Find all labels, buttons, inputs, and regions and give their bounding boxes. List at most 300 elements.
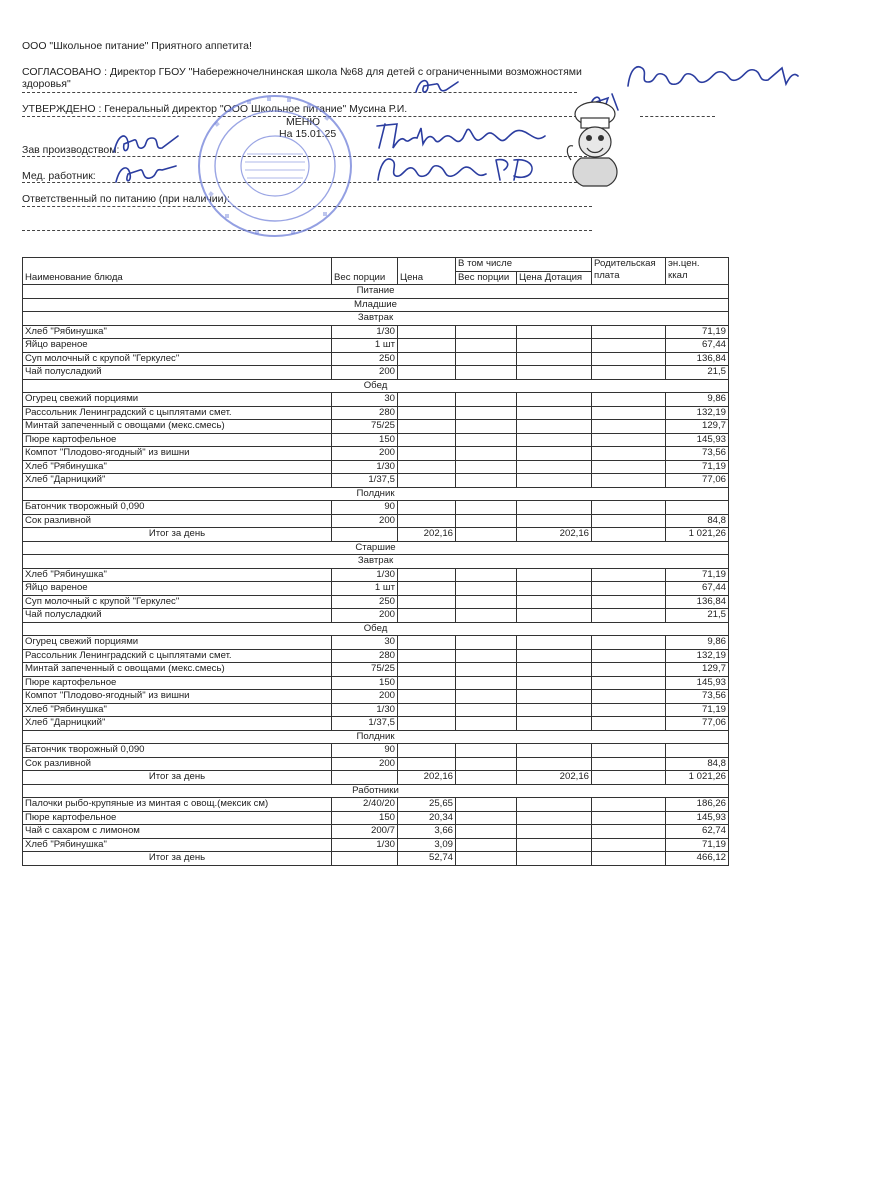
incl-dotation [517, 339, 592, 353]
dish-kcal: 67,44 [666, 339, 729, 353]
dish-kcal: 145,93 [666, 433, 729, 447]
incl-weight [456, 636, 517, 650]
incl-weight [456, 609, 517, 623]
dish-price [398, 460, 456, 474]
total-label: Итог за день [23, 852, 332, 866]
dish-kcal: 9,86 [666, 636, 729, 650]
parent-pay [592, 568, 666, 582]
section-title: Обед [23, 622, 729, 636]
incl-dotation [517, 366, 592, 380]
dish-price: 20,34 [398, 811, 456, 825]
table-row [23, 447, 729, 461]
table-row [23, 811, 729, 825]
dish-weight: 90 [332, 744, 398, 758]
dish-weight: 1/30 [332, 460, 398, 474]
table-row [23, 501, 729, 515]
dish-kcal: 186,26 [666, 798, 729, 812]
incl-dotation [517, 501, 592, 515]
dish-kcal: 77,06 [666, 474, 729, 488]
dish-weight: 1/30 [332, 703, 398, 717]
dish-name: Минтай запеченный с овощами (мекс.смесь) [23, 663, 332, 677]
total-incl-weight [456, 528, 517, 542]
dish-name: Яйцо вареное [23, 582, 332, 596]
dish-kcal: 71,19 [666, 325, 729, 339]
dish-weight: 280 [332, 406, 398, 420]
incl-dotation [517, 811, 592, 825]
table-row [23, 690, 729, 704]
dish-weight: 75/25 [332, 420, 398, 434]
dish-weight: 90 [332, 501, 398, 515]
dish-kcal: 71,19 [666, 460, 729, 474]
incl-weight [456, 582, 517, 596]
incl-weight [456, 663, 517, 677]
dish-kcal [666, 744, 729, 758]
table-row [23, 838, 729, 852]
incl-weight [456, 595, 517, 609]
incl-weight [456, 744, 517, 758]
parent-pay [592, 609, 666, 623]
table-row [23, 609, 729, 623]
incl-dotation [517, 460, 592, 474]
section-title: Обед [23, 379, 729, 393]
total-label: Итог за день [23, 528, 332, 542]
incl-weight [456, 352, 517, 366]
section-title: Питание [23, 285, 729, 299]
dish-weight: 200/7 [332, 825, 398, 839]
dish-price [398, 595, 456, 609]
dish-name: Сок разливной [23, 757, 332, 771]
dish-price [398, 393, 456, 407]
incl-dotation [517, 757, 592, 771]
parent-pay [592, 433, 666, 447]
section-title: Младшие [23, 298, 729, 312]
table-row [23, 582, 729, 596]
col-weight-header: Вес порции [332, 258, 398, 285]
dish-price [398, 649, 456, 663]
total-dotation: 202,16 [517, 528, 592, 542]
parent-pay [592, 447, 666, 461]
col-energy-header: эн.цен. ккал [666, 258, 729, 285]
incl-weight [456, 514, 517, 528]
incl-weight [456, 757, 517, 771]
total-kcal: 1 021,26 [666, 528, 729, 542]
dish-kcal: 129,7 [666, 420, 729, 434]
dish-kcal: 145,93 [666, 811, 729, 825]
total-price: 202,16 [398, 528, 456, 542]
dish-kcal: 132,19 [666, 406, 729, 420]
incl-dotation [517, 744, 592, 758]
dish-price [398, 582, 456, 596]
col-price-header: Цена [398, 258, 456, 285]
dish-name: Батончик творожный 0,090 [23, 744, 332, 758]
dish-price [398, 717, 456, 731]
parent-pay [592, 406, 666, 420]
table-row [23, 798, 729, 812]
section-row [23, 541, 729, 555]
dish-weight: 1/30 [332, 568, 398, 582]
incl-weight [456, 703, 517, 717]
total-parent-pay [592, 771, 666, 785]
dish-price [398, 339, 456, 353]
dish-weight: 1 шт [332, 339, 398, 353]
dish-name: Огурец свежий порциями [23, 393, 332, 407]
incl-dotation [517, 406, 592, 420]
dish-price [398, 636, 456, 650]
incl-weight [456, 798, 517, 812]
incl-weight [456, 339, 517, 353]
incl-dotation [517, 798, 592, 812]
dish-kcal: 9,86 [666, 393, 729, 407]
incl-dotation [517, 663, 592, 677]
incl-weight [456, 433, 517, 447]
incl-dotation [517, 649, 592, 663]
menu-date: На 15.01.25 [279, 128, 337, 140]
section-title: Старшие [23, 541, 729, 555]
table-row [23, 717, 729, 731]
dish-weight: 1/37,5 [332, 474, 398, 488]
dish-name: Пюре картофельное [23, 676, 332, 690]
dish-price [398, 433, 456, 447]
dish-price: 3,66 [398, 825, 456, 839]
agreed-line-1: СОГЛАСОВАНО : Директор ГБОУ "Набережночелнинская школа №68 для детей с ограниченными возможностями [22, 66, 582, 78]
dish-name: Чай с сахаром с лимоном [23, 825, 332, 839]
dish-kcal: 71,19 [666, 703, 729, 717]
incl-dotation [517, 325, 592, 339]
dish-kcal: 62,74 [666, 825, 729, 839]
dish-weight: 2/40/20 [332, 798, 398, 812]
section-title: Полдник [23, 487, 729, 501]
total-label: Итог за день [23, 771, 332, 785]
medic-signature-icon [112, 160, 182, 188]
section-row [23, 298, 729, 312]
approved-line: УТВЕРЖДЕНО : Генеральный директор "ООО Школьное питание" Мусина Р.И. [22, 103, 408, 115]
table-row [23, 406, 729, 420]
dish-weight: 200 [332, 514, 398, 528]
dish-price [398, 447, 456, 461]
dish-kcal: 21,5 [666, 366, 729, 380]
incl-dotation [517, 636, 592, 650]
incl-dotation [517, 433, 592, 447]
dish-kcal: 84,8 [666, 757, 729, 771]
incl-weight [456, 568, 517, 582]
dish-kcal: 73,56 [666, 690, 729, 704]
dish-name: Минтай запеченный с овощами (мекс.смесь) [23, 420, 332, 434]
dish-kcal: 129,7 [666, 663, 729, 677]
org-line: ООО "Школьное питание" Приятного аппетита! [22, 40, 252, 52]
dish-name: Пюре картофельное [23, 811, 332, 825]
incl-dotation [517, 447, 592, 461]
incl-dotation [517, 582, 592, 596]
dish-kcal: 71,19 [666, 838, 729, 852]
dish-weight: 1/30 [332, 838, 398, 852]
dish-price [398, 352, 456, 366]
table-row [23, 474, 729, 488]
table-row [23, 757, 729, 771]
dish-weight: 200 [332, 366, 398, 380]
dish-weight: 1/37,5 [332, 717, 398, 731]
incl-dotation [517, 514, 592, 528]
dish-price [398, 676, 456, 690]
incl-dotation [517, 703, 592, 717]
incl-weight [456, 838, 517, 852]
dish-kcal: 132,19 [666, 649, 729, 663]
dish-name: Хлеб "Рябинушка" [23, 325, 332, 339]
dish-price: 25,65 [398, 798, 456, 812]
table-row [23, 744, 729, 758]
parent-pay [592, 663, 666, 677]
dish-weight: 200 [332, 757, 398, 771]
table-row [23, 339, 729, 353]
dish-price [398, 366, 456, 380]
table-row [23, 595, 729, 609]
total-kcal: 466,12 [666, 852, 729, 866]
section-row [23, 622, 729, 636]
dish-name: Суп молочный с крупой "Геркулес" [23, 352, 332, 366]
incl-dotation [517, 676, 592, 690]
dish-price [398, 501, 456, 515]
table-row [23, 649, 729, 663]
total-incl-weight [456, 852, 517, 866]
dish-kcal: 21,5 [666, 609, 729, 623]
parent-pay [592, 582, 666, 596]
dish-weight: 150 [332, 676, 398, 690]
incl-weight [456, 649, 517, 663]
total-weight [332, 528, 398, 542]
dish-name: Огурец свежий порциями [23, 636, 332, 650]
seal-stamp-icon [195, 92, 355, 240]
incl-dotation [517, 393, 592, 407]
dish-name: Пюре картофельное [23, 433, 332, 447]
dish-weight: 30 [332, 636, 398, 650]
total-row [23, 528, 729, 542]
table-row [23, 636, 729, 650]
dish-price [398, 325, 456, 339]
dish-name: Хлеб "Рябинушка" [23, 703, 332, 717]
total-row [23, 852, 729, 866]
total-weight [332, 852, 398, 866]
production-head-signature-icon [108, 128, 188, 158]
incl-weight [456, 676, 517, 690]
dish-weight: 200 [332, 690, 398, 704]
parent-pay [592, 838, 666, 852]
parent-pay [592, 514, 666, 528]
table-row [23, 420, 729, 434]
section-row [23, 285, 729, 299]
total-kcal: 1 021,26 [666, 771, 729, 785]
incl-weight [456, 690, 517, 704]
menu-table [22, 257, 729, 866]
dish-price [398, 420, 456, 434]
incl-weight [456, 406, 517, 420]
dish-price [398, 703, 456, 717]
dish-name: Компот "Плодово-ягодный" из вишни [23, 447, 332, 461]
table-row [23, 366, 729, 380]
dish-name: Рассольник Ленинградский с цыплятами смет. [23, 649, 332, 663]
dish-weight: 1 шт [332, 582, 398, 596]
dish-weight: 200 [332, 609, 398, 623]
section-row [23, 312, 729, 326]
incl-dotation [517, 420, 592, 434]
incl-dotation [517, 717, 592, 731]
incl-weight [456, 420, 517, 434]
parent-pay [592, 690, 666, 704]
dish-kcal: 136,84 [666, 352, 729, 366]
parent-pay [592, 798, 666, 812]
production-head-name-handwriting-icon [375, 118, 555, 154]
dish-weight: 1/30 [332, 325, 398, 339]
approved-sign-line [640, 116, 715, 117]
dish-kcal: 73,56 [666, 447, 729, 461]
dish-weight: 30 [332, 393, 398, 407]
dish-name: Хлеб "Рябинушка" [23, 568, 332, 582]
col-incl-price-header: Цена Дотация [517, 271, 592, 285]
dish-price [398, 663, 456, 677]
parent-pay [592, 717, 666, 731]
total-parent-pay [592, 852, 666, 866]
total-price: 202,16 [398, 771, 456, 785]
table-row [23, 514, 729, 528]
parent-pay [592, 420, 666, 434]
incl-weight [456, 811, 517, 825]
incl-dotation [517, 690, 592, 704]
dish-kcal: 71,19 [666, 568, 729, 582]
dish-weight: 200 [332, 447, 398, 461]
dish-name: Хлеб "Дарницкий" [23, 717, 332, 731]
dish-name: Хлеб "Дарницкий" [23, 474, 332, 488]
incl-dotation [517, 568, 592, 582]
parent-pay [592, 825, 666, 839]
dish-name: Хлеб "Рябинушка" [23, 838, 332, 852]
incl-dotation [517, 609, 592, 623]
total-row [23, 771, 729, 785]
section-title: Завтрак [23, 555, 729, 569]
agreed-signature-icon [412, 74, 462, 98]
dish-kcal: 67,44 [666, 582, 729, 596]
incl-weight [456, 325, 517, 339]
total-dotation [517, 852, 592, 866]
dish-weight: 150 [332, 433, 398, 447]
incl-dotation [517, 595, 592, 609]
dish-price [398, 744, 456, 758]
incl-weight [456, 460, 517, 474]
dish-name: Хлеб "Рябинушка" [23, 460, 332, 474]
section-row [23, 487, 729, 501]
parent-pay [592, 393, 666, 407]
dish-name: Чай полусладкий [23, 366, 332, 380]
menu-table-body [23, 285, 729, 866]
table-row [23, 676, 729, 690]
director-signature-icon [622, 58, 802, 94]
dish-price: 3,09 [398, 838, 456, 852]
parent-pay [592, 460, 666, 474]
section-row [23, 555, 729, 569]
dish-kcal: 84,8 [666, 514, 729, 528]
parent-pay [592, 366, 666, 380]
agreed-line-2: здоровья" [22, 78, 71, 90]
production-head-label: Зав производством: [22, 144, 120, 156]
total-dotation: 202,16 [517, 771, 592, 785]
parent-pay [592, 811, 666, 825]
dish-price [398, 568, 456, 582]
dish-name: Сок разливной [23, 514, 332, 528]
dish-price [398, 690, 456, 704]
dish-weight: 75/25 [332, 663, 398, 677]
dish-kcal: 77,06 [666, 717, 729, 731]
dish-kcal: 145,93 [666, 676, 729, 690]
dish-name: Компот "Плодово-ягодный" из вишни [23, 690, 332, 704]
dish-kcal [666, 501, 729, 515]
col-dish-header: Наименование блюда [23, 258, 332, 285]
dish-kcal: 136,84 [666, 595, 729, 609]
table-header-row-1 [23, 258, 729, 272]
dish-weight: 280 [332, 649, 398, 663]
table-row [23, 825, 729, 839]
col-parent-header: Родительская плата [592, 258, 666, 285]
total-parent-pay [592, 528, 666, 542]
col-incl-header: В том числе [456, 258, 592, 272]
section-title: Завтрак [23, 312, 729, 326]
table-row [23, 393, 729, 407]
table-row [23, 568, 729, 582]
table-row [23, 460, 729, 474]
dish-price [398, 514, 456, 528]
total-incl-weight [456, 771, 517, 785]
dish-name: Батончик творожный 0,090 [23, 501, 332, 515]
incl-weight [456, 501, 517, 515]
section-row [23, 379, 729, 393]
incl-weight [456, 717, 517, 731]
parent-pay [592, 339, 666, 353]
dish-price [398, 609, 456, 623]
incl-weight [456, 474, 517, 488]
parent-pay [592, 757, 666, 771]
parent-pay [592, 636, 666, 650]
section-row [23, 730, 729, 744]
incl-weight [456, 366, 517, 380]
incl-weight [456, 447, 517, 461]
dish-weight: 150 [332, 811, 398, 825]
incl-dotation [517, 474, 592, 488]
parent-pay [592, 703, 666, 717]
dish-price [398, 757, 456, 771]
total-price: 52,74 [398, 852, 456, 866]
incl-dotation [517, 825, 592, 839]
menu-title: МЕНЮ [286, 116, 320, 128]
dish-name: Рассольник Ленинградский с цыплятами смет. [23, 406, 332, 420]
dish-price [398, 474, 456, 488]
dish-name: Суп молочный с крупой "Геркулес" [23, 595, 332, 609]
section-title: Работники [23, 784, 729, 798]
col-incl-weight-header: Вес порции [456, 271, 517, 285]
dish-weight: 250 [332, 595, 398, 609]
dish-weight: 250 [332, 352, 398, 366]
parent-pay [592, 325, 666, 339]
parent-pay [592, 352, 666, 366]
table-row [23, 352, 729, 366]
table-row [23, 325, 729, 339]
table-row [23, 433, 729, 447]
incl-dotation [517, 352, 592, 366]
section-row [23, 784, 729, 798]
incl-dotation [517, 838, 592, 852]
chef-logo-icon [565, 100, 625, 190]
table-row [23, 703, 729, 717]
dish-name: Палочки рыбо-крупяные из минтая с овощ.(мексик см) [23, 798, 332, 812]
dish-name: Чай полусладкий [23, 609, 332, 623]
medic-name-handwriting-icon [372, 150, 552, 186]
responsible-label: Ответственный по питанию (при наличии): [22, 193, 230, 205]
incl-weight [456, 393, 517, 407]
